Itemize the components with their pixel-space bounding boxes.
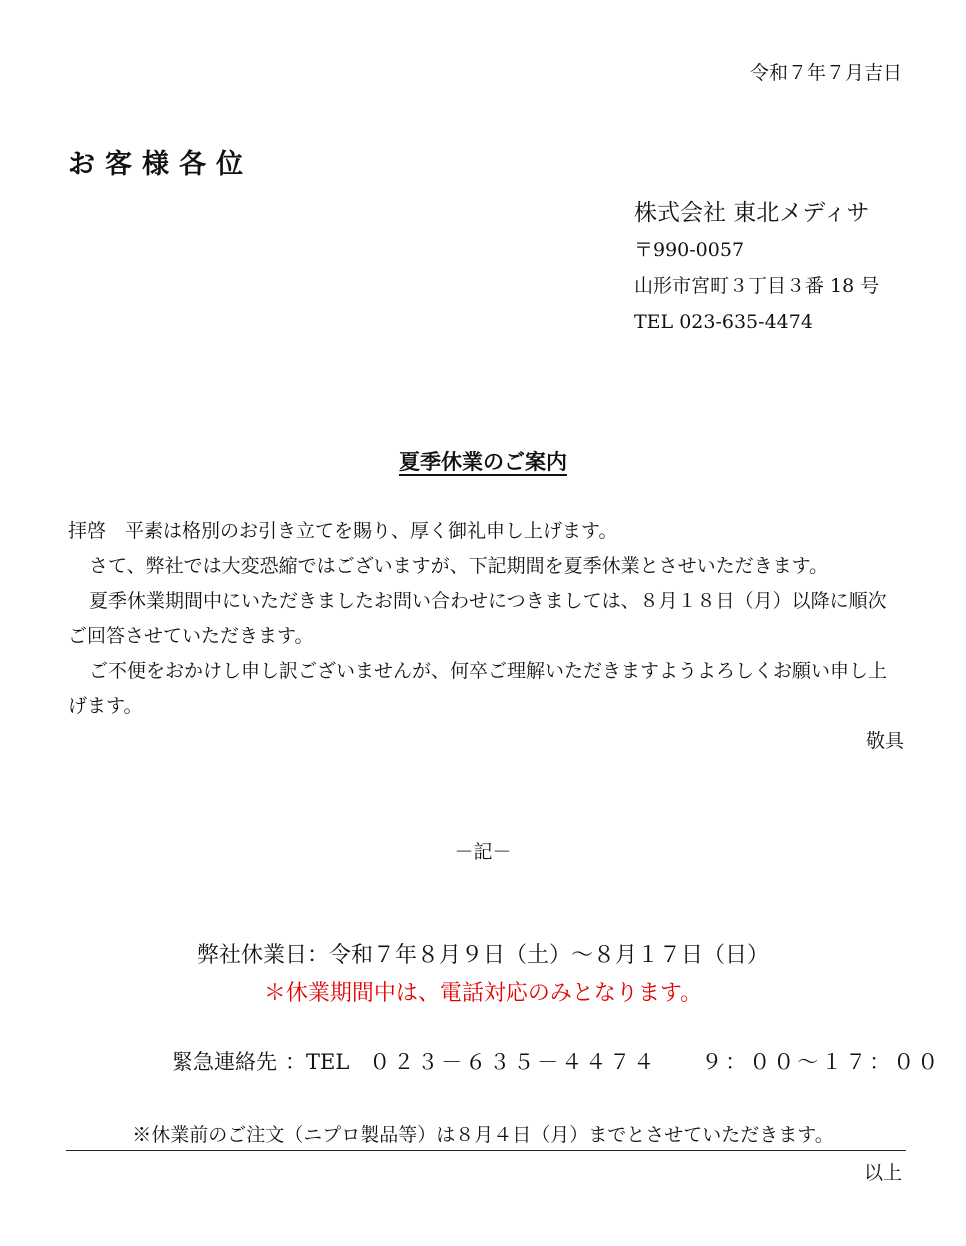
document-title-text: 夏季休業のご案内 bbox=[399, 449, 567, 474]
ki-heading: －記－ bbox=[454, 841, 512, 863]
document-date: 令和７年７月吉日 bbox=[749, 62, 902, 84]
body-paragraph-1: さて、弊社では大変恐縮ではございますが、下記期間を夏季休業とさせいただきます。 bbox=[89, 555, 829, 577]
holiday-period: 弊社休業日：令和７年８月９日（土）～８月１７日（日） bbox=[196, 943, 769, 968]
body-paragraph-2: 夏季休業期間中にいただきましたお問い合わせにつきましては、８月１８日（月）以降に順次ご回答させていただきます。 bbox=[68, 590, 887, 647]
emergency-tel-label: ：TEL bbox=[285, 1050, 350, 1074]
sender-address: 山形市宮町３丁目３番 18 号 bbox=[634, 275, 880, 297]
sender-postal-code: 〒990-0057 bbox=[634, 239, 745, 261]
recipient-salutation: お客様各位 bbox=[68, 149, 253, 180]
phone-only-notice: ＊休業期間中は、電話対応のみとなります。 bbox=[263, 981, 703, 1006]
document-title bbox=[0, 446, 966, 476]
emergency-hours: ９：００～１７：００ bbox=[701, 1050, 942, 1074]
sender-tel: TEL 023-635-4474 bbox=[634, 311, 813, 333]
emergency-contact bbox=[172, 1046, 941, 1076]
emergency-phone-number: ０２３－６３５－４４７４ bbox=[369, 1050, 658, 1074]
greeting-paragraph: 拝啓 平素は格別のお引き立てを賜り、厚く御礼申し上げます。 bbox=[68, 520, 618, 542]
emergency-label: 緊急連絡先 bbox=[172, 1050, 277, 1074]
divider-line bbox=[66, 1150, 906, 1151]
order-deadline-note: ※休業前のご注文（ニプロ製品等）は８月４日（月）までとさせていただきます。 bbox=[132, 1124, 834, 1146]
letter-body bbox=[68, 514, 904, 759]
end-mark: 以上 bbox=[863, 1162, 902, 1184]
sender-company: 株式会社 東北メディサ bbox=[634, 200, 870, 226]
sender-block bbox=[634, 196, 879, 344]
closing-word: 敬具 bbox=[865, 730, 904, 752]
body-paragraph-3: ご不便をおかけし申し訳ございませんが、何卒ご理解いただきますようよろしくお願い申し上げます。 bbox=[68, 660, 888, 717]
